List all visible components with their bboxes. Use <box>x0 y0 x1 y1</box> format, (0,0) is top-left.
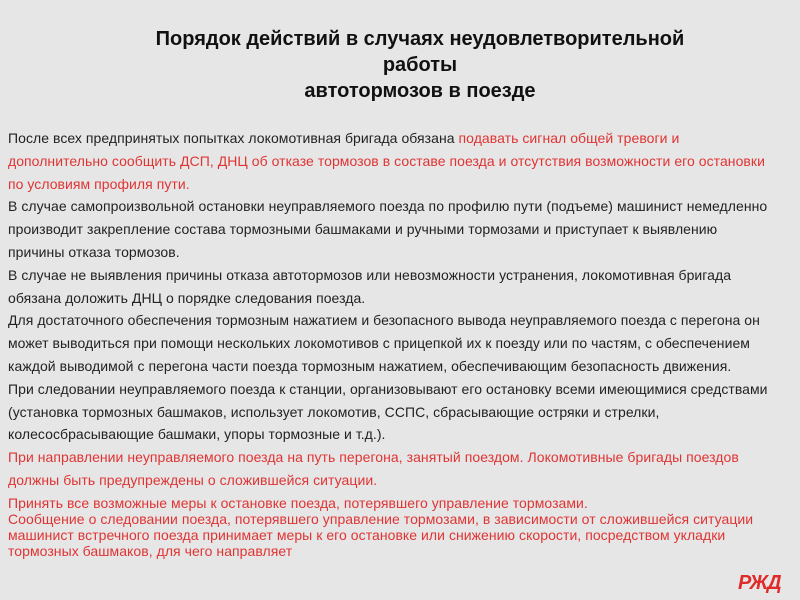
paragraph-2: В случае самопроизвольной остановки неуправляемого поезда по профилю пути (подъеме) машинист немедленно производит закрепление состава тормозными башмаками и ручными тормозами и приступает к выявлению причины отказа тормозов. <box>8 198 768 260</box>
paragraph-1-text: После всех предпринятых попытках локомотивная бригада обязана <box>8 130 459 146</box>
paragraph-3: В случае не выявления причины отказа автотормозов или невозможности устранения, локомотивная бригада обязана доложить ДНЦ о порядке следования поезда. <box>8 266 732 306</box>
paragraph-1-highlight: подавать сигнал общей тревоги и дополнительно сообщить ДСП, ДНЦ об отказе тормозов в составе поезда и отсутствия возможности его остановки по условиям профиля пути. <box>8 130 765 192</box>
paragraph-6: При направлении неуправляемого поезда на путь перегона, занятый поездом. Локомотивные бригады поездов должны быть предупреждены о сложившейся ситуации. <box>8 449 739 488</box>
content-panel <box>0 120 800 600</box>
paragraph-8: Сообщение о следовании поезда, потерявшего управление тормозами, в зависимости от сложившейся ситуации машинист встречного поезда принимает меры к его остановке или снижению скорости, посредством укладки тормозных башмаков, для чего направляет <box>8 510 754 559</box>
title-line-1: Порядок действий в случаях неудовлетворительной <box>155 28 685 50</box>
title-line-3: автотормозов в поезде <box>304 80 536 102</box>
paragraph-7: Принять все возможные меры к остановке поезда, потерявшего управление тормозами. <box>8 494 588 511</box>
rzd-logo: РЖД <box>738 572 781 594</box>
paragraph-5: При следовании неуправляемого поезда к станции, организовывают его остановку всеми имеющимися средствами (установка тормозных башмаков, использует локомотив, ССПС, сбрасывающие остряки и стрелки, колесосбрасывающие башмаки, упоры тормозные и т.д.). <box>8 380 768 443</box>
paragraph-1 <box>8 127 768 195</box>
page-title <box>40 26 800 104</box>
title-line-2: работы <box>382 54 458 76</box>
paragraph-4: Для достаточного обеспечения тормозным нажатием и безопасного вывода неуправляемого поезда с перегона он может выводиться при помощи нескольких локомотивов с прицепкой их к поезду или по частям, с обеспечением каждой выводимой с перегона части поезда тормозным нажатием, обеспечивающим безопасность движения. <box>8 312 760 374</box>
content-body <box>8 127 768 559</box>
